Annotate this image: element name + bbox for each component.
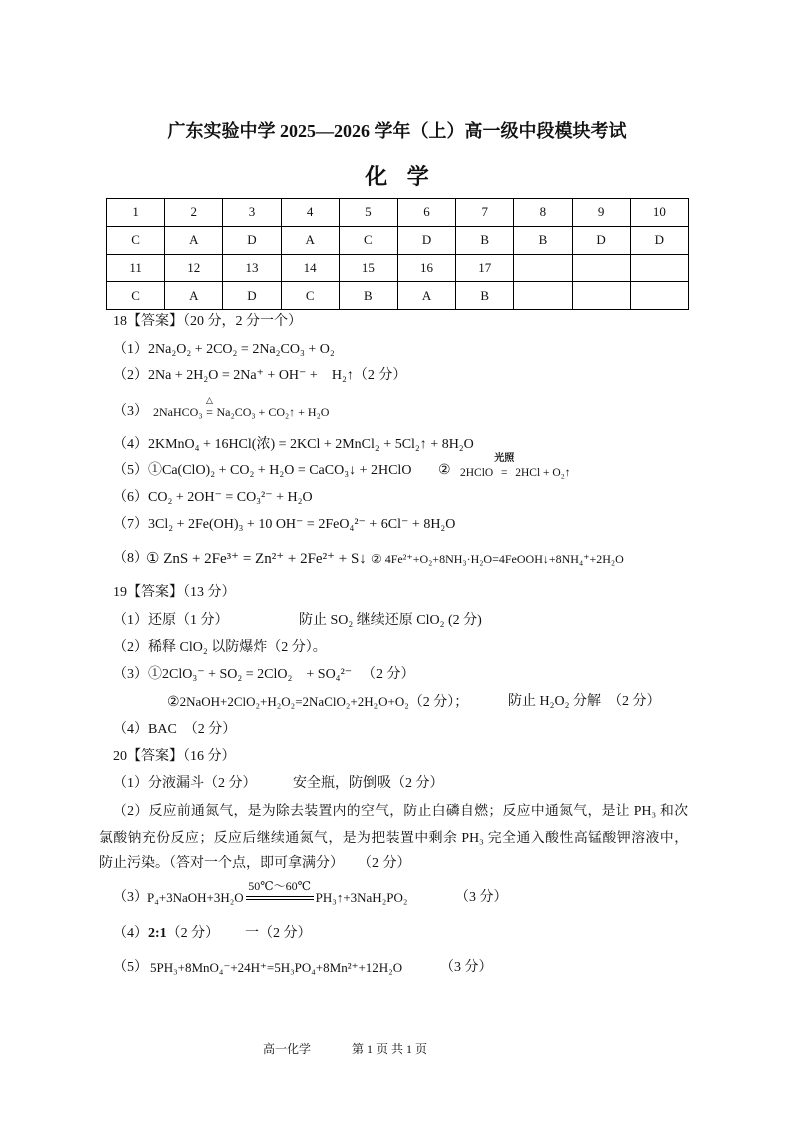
question-number-cell: 3 bbox=[223, 199, 281, 227]
sub-answer-marker: ② bbox=[167, 695, 180, 710]
answer-cell: C bbox=[107, 226, 165, 254]
ratio-value: 2:1 bbox=[148, 926, 167, 941]
question-number-cell: 16 bbox=[397, 254, 455, 282]
q19-answer-4: （4）BAC （2 分） bbox=[113, 722, 237, 737]
q18-answer-5-marker: ② bbox=[438, 463, 451, 478]
answer-cell: A bbox=[165, 282, 223, 310]
footer-page-number: 第 1 页 共 1 页 bbox=[352, 1042, 428, 1056]
q18-answer-2: （2）2Na + 2H₂O = 2Na⁺ + OH⁻ + H₂↑（2 分） bbox=[113, 368, 407, 383]
equals-sign: = bbox=[500, 467, 508, 479]
answer-table bbox=[106, 198, 689, 310]
q18-heading: 18【答案】（20 分，2 分一个） bbox=[113, 314, 302, 329]
question-number-cell: 4 bbox=[281, 199, 339, 227]
q19-answer-3-part1: （3）①2ClO₃⁻ + SO₂ = 2ClO₂ + SO₄²⁻ bbox=[113, 667, 353, 682]
q19-answer-3-points: （2 分） bbox=[362, 667, 415, 682]
question-number-cell: 13 bbox=[223, 254, 281, 282]
answer-cell: A bbox=[165, 226, 223, 254]
q20-answer-2-points: （2 分） bbox=[358, 856, 411, 871]
answer-cell: B bbox=[514, 226, 572, 254]
exam-title: 广东实验中学 2025—2026 学年（上）高一级中段模块考试 bbox=[167, 121, 627, 141]
products: PH₃↑+3NaH₂PO₂ bbox=[315, 890, 408, 905]
q20-answer-5-label: （5） bbox=[113, 960, 148, 975]
equals-sign: = bbox=[206, 405, 213, 419]
table-row-numbers-1 bbox=[107, 199, 689, 227]
q20-answer-2-line1: （2）反应前通氮气，是为除去装置内的空气，防止白磷自燃；反应中通氮气，是让 PH₃ 和次 bbox=[113, 803, 688, 818]
q20-heading: 20【答案】（16 分） bbox=[113, 749, 236, 764]
answer-cell: D bbox=[630, 226, 688, 254]
answer-cell: C bbox=[339, 226, 397, 254]
q20-answer-1-part1: （1）分液漏斗（2 分） bbox=[113, 776, 257, 791]
table-row-numbers-2 bbox=[107, 254, 689, 282]
q18-answer-6: （6）CO₂ + 2OH⁻ = CO₃²⁻ + H₂O bbox=[113, 490, 313, 505]
question-number-cell: 1 bbox=[107, 199, 165, 227]
points: （2 分）； bbox=[408, 695, 469, 710]
q18-answer-1: （1）2Na₂O₂ + 2CO₂ = 2Na₂CO₃ + O₂ bbox=[113, 342, 335, 357]
empty-cell bbox=[572, 282, 630, 310]
answer-cell: D bbox=[572, 226, 630, 254]
q20-answer-5-formula: 5PH₃+8MnO₄⁻+24H⁺=5H₃PO₄+8Mn²⁺+12H₂O bbox=[150, 960, 403, 975]
products: Na₂CO₃ + CO₂↑ + H₂O bbox=[216, 405, 330, 419]
q18-answer-8-part1: ① ZnS + 2Fe³⁺ = Zn²⁺ + 2Fe²⁺ + S↓ bbox=[146, 551, 367, 567]
question-number-cell: 7 bbox=[456, 199, 514, 227]
question-number-cell: 12 bbox=[165, 254, 223, 282]
reaction-double-line bbox=[246, 896, 314, 900]
q19-answer-1-part1: （1）还原（1 分） bbox=[113, 613, 229, 628]
q18-answer-3-equation bbox=[153, 395, 330, 421]
question-number-cell: 11 bbox=[107, 254, 165, 282]
q18-answer-4: （4）2KMnO₄ + 16HCl(浓) = 2KCl + 2MnCl₂ + 5Cl₂↑ + 8H₂O bbox=[113, 437, 474, 452]
question-number-cell: 17 bbox=[456, 254, 514, 282]
answer-cell: B bbox=[456, 282, 514, 310]
q18-answer-8-label: （8） bbox=[113, 551, 148, 566]
light-equals bbox=[493, 453, 515, 482]
empty-cell bbox=[630, 254, 688, 282]
q19-answer-2: （2）稀释 ClO₂ 以防爆炸（2 分）。 bbox=[113, 640, 327, 655]
answer-cell: B bbox=[456, 226, 514, 254]
answer-cell: C bbox=[107, 282, 165, 310]
q18-answer-8-part2: ② 4Fe²⁺+O₂+8NH₃·H₂O=4FeOOH↓+8NH₄⁺+2H₂O bbox=[371, 552, 624, 566]
reaction-condition bbox=[246, 879, 314, 907]
products: 2HCl + O₂↑ bbox=[515, 467, 571, 479]
question-number-cell: 10 bbox=[630, 199, 688, 227]
reaction-formula: 2NaOH+2ClO₂+H₂O₂=2NaClO₂+2H₂O+O₂ bbox=[179, 694, 409, 709]
answer-label: （4） bbox=[113, 926, 148, 941]
q20-answer-4-part1 bbox=[113, 925, 219, 943]
q19-answer-3-second bbox=[167, 693, 468, 712]
question-number-cell: 5 bbox=[339, 199, 397, 227]
answer-cell: C bbox=[281, 282, 339, 310]
empty-cell bbox=[630, 282, 688, 310]
reactant: 2HClO bbox=[460, 467, 494, 479]
q20-answer-3-points: （3 分） bbox=[455, 890, 508, 905]
answer-cell: A bbox=[397, 282, 455, 310]
q18-answer-3-label: （3） bbox=[113, 404, 148, 419]
reactant: 2NaHCO₃ bbox=[153, 405, 203, 419]
q19-answer-1-part2: 防止 SO₂ 继续还原 ClO₂ (2 分) bbox=[299, 613, 482, 628]
answer-cell: D bbox=[223, 282, 281, 310]
answer-cell: D bbox=[223, 226, 281, 254]
answer-cell: A bbox=[281, 226, 339, 254]
answer-cell: D bbox=[397, 226, 455, 254]
points: （2 分） bbox=[166, 926, 220, 941]
question-number-cell: 2 bbox=[165, 199, 223, 227]
footer-course: 高一化学 bbox=[263, 1042, 312, 1056]
q20-answer-5-points: （3 分） bbox=[440, 960, 493, 975]
q20-answer-2-line2: 氯酸钠充份反应；反应后继续通氮气，是为把装置中剩余 PH₃ 完全通入酸性高锰酸钾溶液中， bbox=[99, 830, 688, 845]
answer-cell: B bbox=[339, 282, 397, 310]
question-number-cell: 6 bbox=[397, 199, 455, 227]
question-number-cell: 8 bbox=[514, 199, 572, 227]
heating-triangle-mark: △ bbox=[206, 395, 213, 405]
heating-equals bbox=[203, 395, 217, 421]
light-condition-label: 光照 bbox=[494, 453, 515, 464]
reactants: P₄+3NaOH+3H₂O bbox=[147, 890, 244, 905]
q20-answer-3-equation bbox=[147, 879, 408, 907]
q20-answer-2-line3: 防止污染。（答对一个点，即可拿满分） bbox=[99, 856, 344, 871]
empty-cell bbox=[572, 254, 630, 282]
q18-answer-5-part1: （5）①Ca(ClO)₂ + CO₂ + H₂O = CaCO₃↓ + 2HClO bbox=[113, 463, 412, 478]
q20-answer-4-part2: 一（2 分） bbox=[245, 926, 312, 941]
empty-cell bbox=[514, 254, 572, 282]
q20-answer-1-part2: 安全瓶，防倒吸（2 分） bbox=[293, 776, 444, 791]
question-number-cell: 15 bbox=[339, 254, 397, 282]
q18-answer-5-equation bbox=[460, 453, 571, 482]
question-number-cell: 14 bbox=[281, 254, 339, 282]
temperature-condition: 50℃～60℃ bbox=[248, 879, 312, 893]
q19-answer-3-second-part2: 防止 H₂O₂ 分解 （2 分） bbox=[508, 694, 661, 709]
table-row-answers-2 bbox=[107, 282, 689, 310]
q19-heading: 19【答案】（13 分） bbox=[113, 585, 236, 600]
empty-cell bbox=[514, 282, 572, 310]
q20-answer-3-label: （3） bbox=[113, 890, 148, 905]
q18-answer-7: （7）3Cl₂ + 2Fe(OH)₃ + 10 OH⁻ = 2FeO₄²⁻ + 6Cl⁻ + 8H₂O bbox=[113, 517, 456, 532]
subject-title: 化 学 bbox=[365, 164, 429, 189]
table-row-answers-1 bbox=[107, 226, 689, 254]
question-number-cell: 9 bbox=[572, 199, 630, 227]
